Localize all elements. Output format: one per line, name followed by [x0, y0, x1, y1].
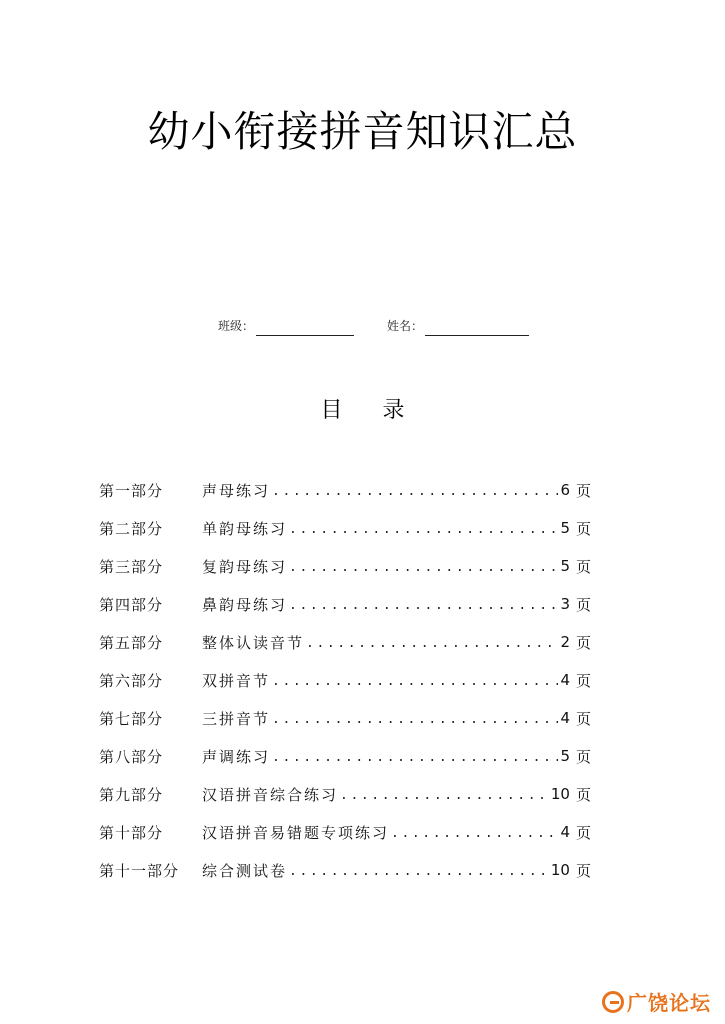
toc-page-unit: 页	[575, 747, 591, 766]
toc-page-unit: 页	[575, 823, 591, 842]
toc-part-label: 第二部分	[99, 519, 164, 538]
toc-dot-leader	[272, 483, 558, 501]
toc-row	[99, 661, 591, 699]
name-blank-line	[425, 321, 529, 336]
watermark-text: 广饶论坛	[627, 991, 711, 1015]
toc-page-unit: 页	[575, 709, 591, 728]
toc-page-number: 4	[560, 671, 570, 689]
toc-part-label: 第五部分	[99, 633, 164, 652]
class-blank-line	[256, 321, 354, 336]
toc-page-number: 10	[550, 785, 570, 803]
document-title: 幼小衔接拼音知识汇总	[147, 107, 578, 156]
toc-page-unit: 页	[575, 861, 591, 880]
toc-page-number: 5	[560, 747, 570, 765]
toc-row	[99, 623, 591, 661]
toc-page-number: 2	[560, 633, 570, 651]
toc-page-unit: 页	[575, 595, 591, 614]
toc-page-number: 4	[560, 823, 570, 841]
toc-page-number: 5	[560, 557, 570, 575]
toc-row	[99, 585, 591, 623]
toc-row	[99, 737, 591, 775]
toc-dot-leader	[340, 787, 549, 805]
toc-page-number: 3	[560, 595, 570, 613]
class-field	[218, 316, 354, 336]
toc-row	[99, 775, 591, 813]
toc-page-unit: 页	[575, 557, 591, 576]
toc-dot-leader	[272, 711, 558, 729]
toc-dot-leader	[272, 673, 558, 691]
toc-page-number: 6	[560, 481, 570, 499]
toc-topic-label: 汉语拼音易错题专项练习	[202, 823, 390, 842]
toc-dot-leader	[289, 521, 558, 539]
toc-heading-first-char: 目	[320, 398, 343, 423]
name-label: 姓名：	[387, 319, 424, 333]
toc-dot-leader	[289, 559, 558, 577]
toc-dot-leader	[306, 635, 558, 653]
toc-part-label: 第六部分	[99, 671, 164, 690]
toc-dot-leader	[289, 597, 558, 615]
toc-heading-second-char: 录	[382, 398, 405, 423]
toc-page-number: 4	[560, 709, 570, 727]
toc-part-label: 第九部分	[99, 785, 164, 804]
name-field	[387, 316, 529, 336]
toc-part-label: 第十一部分	[99, 861, 180, 880]
toc-part-label: 第四部分	[99, 595, 164, 614]
toc-topic-label: 汉语拼音综合练习	[202, 785, 339, 804]
toc-row	[99, 509, 591, 547]
toc-topic-label: 声调练习	[202, 747, 271, 766]
toc-heading	[0, 396, 725, 426]
toc-topic-label: 单韵母练习	[202, 519, 288, 538]
toc-topic-label: 综合测试卷	[202, 861, 288, 880]
toc-row	[99, 699, 591, 737]
toc-part-label: 第七部分	[99, 709, 164, 728]
table-of-contents	[99, 471, 591, 889]
toc-page-unit: 页	[575, 785, 591, 804]
toc-row	[99, 547, 591, 585]
toc-part-label: 第十部分	[99, 823, 164, 842]
toc-page-number: 5	[560, 519, 570, 537]
class-label: 班级：	[218, 319, 255, 333]
toc-part-label: 第一部分	[99, 481, 164, 500]
toc-topic-label: 整体认读音节	[202, 633, 305, 652]
toc-page-unit: 页	[575, 633, 591, 652]
toc-part-label: 第三部分	[99, 557, 164, 576]
toc-topic-label: 三拼音节	[202, 709, 271, 728]
toc-row	[99, 851, 591, 889]
toc-page-unit: 页	[575, 671, 591, 690]
toc-topic-label: 双拼音节	[202, 671, 271, 690]
toc-topic-label: 复韵母练习	[202, 557, 288, 576]
toc-topic-label: 鼻韵母练习	[202, 595, 288, 614]
toc-row	[99, 813, 591, 851]
toc-dot-leader	[391, 825, 558, 843]
toc-dot-leader	[289, 863, 549, 881]
toc-topic-label: 声母练习	[202, 481, 271, 500]
toc-page-unit: 页	[575, 519, 591, 538]
toc-page-number: 10	[550, 861, 570, 879]
student-info-row	[0, 316, 725, 336]
toc-dot-leader	[272, 749, 558, 767]
forum-watermark	[602, 987, 711, 1016]
toc-row	[99, 471, 591, 509]
toc-part-label: 第八部分	[99, 747, 164, 766]
toc-page-unit: 页	[575, 481, 591, 500]
forum-logo-icon	[602, 991, 624, 1013]
